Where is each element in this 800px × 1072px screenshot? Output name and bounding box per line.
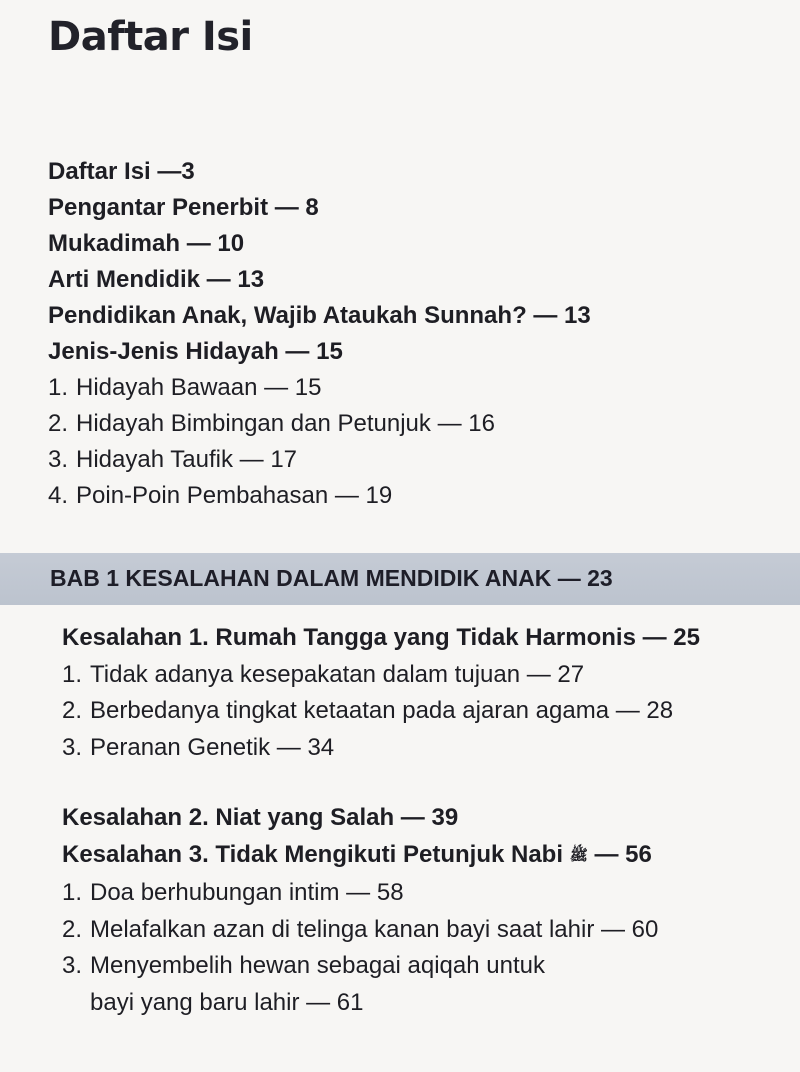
toc-chapter-section: [62, 620, 790, 1021]
toc-entry-pendidikan-anak: Pendidikan Anak, Wajib Ataukah Sunnah? — 13: [48, 302, 591, 329]
kesalahan-3-heading: [62, 837, 790, 876]
salawat-honorific-icon: ﷺ: [569, 845, 588, 864]
item-text: Melafalkan azan di telinga kanan bayi saat lahir — 60: [90, 915, 659, 943]
item-number: 4.: [48, 482, 69, 509]
toc-entry-pengantar-penerbit: Pengantar Penerbit — 8: [48, 194, 319, 221]
item-number: 2.: [62, 915, 83, 943]
toc-subentry-hidayah-taufik: [48, 442, 790, 478]
item-number: 3.: [62, 952, 83, 979]
toc-subentry-hidayah-bimbingan: [48, 406, 790, 442]
item-number: 1.: [48, 374, 69, 401]
item-number: 2.: [48, 410, 69, 437]
item-text: Berbedanya tingkat ketaatan pada ajaran agama — 28: [90, 697, 674, 724]
item-text: Peranan Genetik — 34: [90, 733, 335, 761]
kesalahan-1-item: [62, 657, 790, 694]
toc-entry-arti-mendidik: Arti Mendidik — 13: [48, 266, 265, 293]
kesalahan-1-heading: Kesalahan 1. Rumah Tangga yang Tidak Harmonis — 25: [62, 624, 700, 651]
item-text: Hidayah Bimbingan dan Petunjuk — 16: [76, 410, 495, 437]
chapter-heading: BAB 1 KESALAHAN DALAM MENDIDIK ANAK — 23: [50, 565, 613, 591]
item-text: Tidak adanya kesepakatan dalam tujuan — 27: [90, 660, 585, 688]
kesalahan-1-item: [62, 730, 790, 767]
kesalahan-3-page: — 56: [594, 840, 652, 868]
kesalahan-3-item: [62, 875, 790, 912]
chapter-heading-band: [0, 553, 800, 605]
item-number: 3.: [48, 446, 69, 473]
kesalahan-3-heading-text: Kesalahan 3. Tidak Mengikuti Petunjuk Nabi: [62, 840, 564, 868]
kesalahan-3-item: [62, 912, 790, 949]
item-text: Menyembelih hewan sebagai aqiqah untuk: [90, 952, 545, 979]
toc-intro-section: [48, 154, 790, 514]
toc-entry-daftar-isi: Daftar Isi —3: [48, 158, 195, 185]
item-number: 2.: [62, 697, 83, 724]
toc-entry-jenis-hidayah: Jenis-Jenis Hidayah — 15: [48, 338, 343, 365]
toc-entry-mukadimah: Mukadimah — 10: [48, 230, 245, 257]
kesalahan-3-item-continuation: bayi yang baru lahir — 61: [90, 988, 364, 1016]
toc-subentry-poin-pembahasan: [48, 478, 790, 514]
item-text: Hidayah Bawaan — 15: [76, 374, 322, 401]
kesalahan-3-item: [62, 948, 790, 985]
item-text: Doa berhubungan intim — 58: [90, 879, 404, 906]
kesalahan-2-heading: Kesalahan 2. Niat yang Salah — 39: [62, 804, 459, 831]
section-spacer: [62, 766, 790, 800]
kesalahan-1-item: [62, 693, 790, 730]
item-number: 1.: [62, 879, 83, 906]
page-title: Daftar Isi: [48, 14, 253, 60]
item-text: Poin-Poin Pembahasan — 19: [76, 482, 393, 509]
toc-subentry-hidayah-bawaan: [48, 370, 790, 406]
item-number: 1.: [62, 660, 83, 688]
item-text: Hidayah Taufik — 17: [76, 446, 298, 473]
item-number: 3.: [62, 733, 83, 761]
